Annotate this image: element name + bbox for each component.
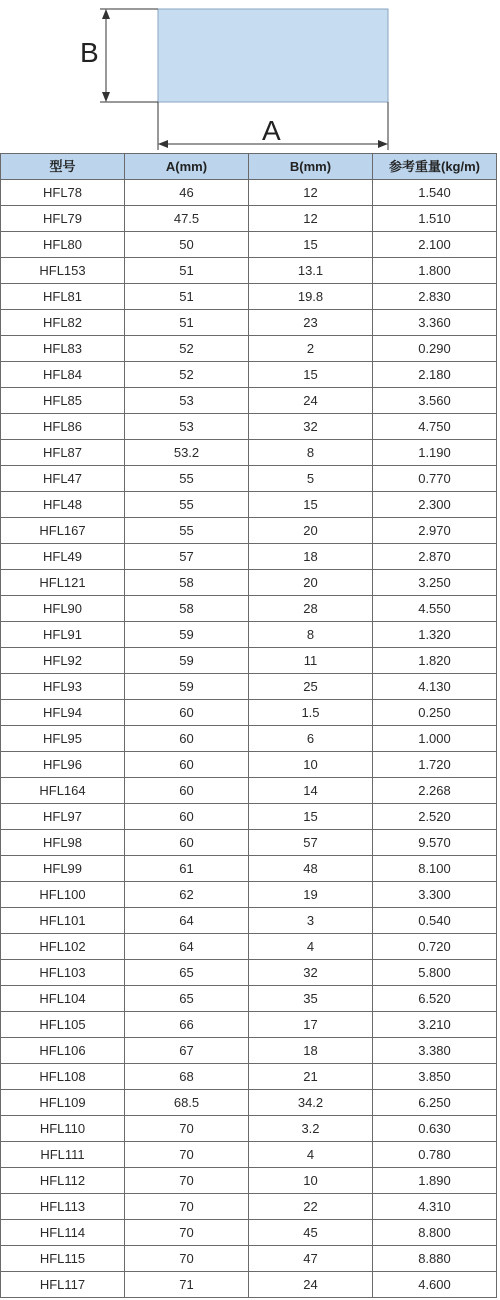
table-row xyxy=(1,180,497,206)
cell-b-mm: 23 xyxy=(249,310,373,336)
cell-b-mm: 17 xyxy=(249,1012,373,1038)
cell-a-mm: 51 xyxy=(125,258,249,284)
table-row xyxy=(1,960,497,986)
column-header-b: B(mm) xyxy=(249,154,373,180)
cell-a-mm: 46 xyxy=(125,180,249,206)
cell-model: HFL111 xyxy=(1,1142,125,1168)
cell-model: HFL84 xyxy=(1,362,125,388)
table-row xyxy=(1,518,497,544)
cell-model: HFL95 xyxy=(1,726,125,752)
cell-weight: 3.250 xyxy=(373,570,497,596)
cell-a-mm: 51 xyxy=(125,310,249,336)
table-row xyxy=(1,1116,497,1142)
table-row xyxy=(1,830,497,856)
cell-b-mm: 24 xyxy=(249,388,373,414)
cell-b-mm: 47 xyxy=(249,1246,373,1272)
cell-weight: 3.560 xyxy=(373,388,497,414)
cell-weight: 3.210 xyxy=(373,1012,497,1038)
cell-a-mm: 60 xyxy=(125,804,249,830)
cell-a-mm: 60 xyxy=(125,752,249,778)
cell-model: HFL81 xyxy=(1,284,125,310)
cell-a-mm: 70 xyxy=(125,1220,249,1246)
cell-a-mm: 66 xyxy=(125,1012,249,1038)
cell-b-mm: 32 xyxy=(249,414,373,440)
table-row xyxy=(1,700,497,726)
cell-a-mm: 51 xyxy=(125,284,249,310)
cell-weight: 3.380 xyxy=(373,1038,497,1064)
cell-a-mm: 52 xyxy=(125,362,249,388)
cell-b-mm: 34.2 xyxy=(249,1090,373,1116)
cell-a-mm: 70 xyxy=(125,1194,249,1220)
cell-model: HFL110 xyxy=(1,1116,125,1142)
table-row xyxy=(1,1246,497,1272)
table-row xyxy=(1,934,497,960)
cell-model: HFL108 xyxy=(1,1064,125,1090)
cell-weight: 0.780 xyxy=(373,1142,497,1168)
cell-weight: 8.800 xyxy=(373,1220,497,1246)
b-arrow-bottom xyxy=(102,92,110,102)
cell-b-mm: 18 xyxy=(249,1038,373,1064)
cell-b-mm: 21 xyxy=(249,1064,373,1090)
cell-model: HFL105 xyxy=(1,1012,125,1038)
cell-model: HFL102 xyxy=(1,934,125,960)
cell-weight: 1.000 xyxy=(373,726,497,752)
cell-weight: 0.720 xyxy=(373,934,497,960)
cell-b-mm: 12 xyxy=(249,206,373,232)
cell-weight: 0.540 xyxy=(373,908,497,934)
cell-model: HFL99 xyxy=(1,856,125,882)
cell-model: HFL86 xyxy=(1,414,125,440)
cell-b-mm: 20 xyxy=(249,570,373,596)
table-row xyxy=(1,726,497,752)
cell-b-mm: 35 xyxy=(249,986,373,1012)
cell-a-mm: 59 xyxy=(125,622,249,648)
cell-model: HFL92 xyxy=(1,648,125,674)
cell-weight: 2.300 xyxy=(373,492,497,518)
cell-b-mm: 25 xyxy=(249,674,373,700)
cell-b-mm: 15 xyxy=(249,804,373,830)
cell-a-mm: 60 xyxy=(125,778,249,804)
cell-weight: 1.800 xyxy=(373,258,497,284)
table-row xyxy=(1,1272,497,1298)
cell-model: HFL117 xyxy=(1,1272,125,1298)
cell-b-mm: 1.5 xyxy=(249,700,373,726)
cell-a-mm: 62 xyxy=(125,882,249,908)
cell-weight: 6.250 xyxy=(373,1090,497,1116)
cell-b-mm: 8 xyxy=(249,622,373,648)
cell-b-mm: 4 xyxy=(249,934,373,960)
cell-weight: 1.320 xyxy=(373,622,497,648)
table-row xyxy=(1,388,497,414)
cell-weight: 2.100 xyxy=(373,232,497,258)
cell-weight: 1.720 xyxy=(373,752,497,778)
cell-weight: 4.550 xyxy=(373,596,497,622)
cell-model: HFL109 xyxy=(1,1090,125,1116)
table-row xyxy=(1,310,497,336)
cell-b-mm: 11 xyxy=(249,648,373,674)
cell-weight: 0.770 xyxy=(373,466,497,492)
table-row xyxy=(1,986,497,1012)
cell-a-mm: 67 xyxy=(125,1038,249,1064)
cell-b-mm: 3.2 xyxy=(249,1116,373,1142)
table-row xyxy=(1,1142,497,1168)
cell-weight: 3.850 xyxy=(373,1064,497,1090)
cell-b-mm: 32 xyxy=(249,960,373,986)
table-row xyxy=(1,1038,497,1064)
cell-a-mm: 59 xyxy=(125,674,249,700)
cell-weight: 1.190 xyxy=(373,440,497,466)
cell-model: HFL78 xyxy=(1,180,125,206)
table-row xyxy=(1,804,497,830)
b-arrow-top xyxy=(102,9,110,19)
cell-a-mm: 70 xyxy=(125,1168,249,1194)
cell-model: HFL106 xyxy=(1,1038,125,1064)
cell-b-mm: 15 xyxy=(249,362,373,388)
cell-a-mm: 71 xyxy=(125,1272,249,1298)
table-row xyxy=(1,778,497,804)
cell-b-mm: 3 xyxy=(249,908,373,934)
cell-a-mm: 59 xyxy=(125,648,249,674)
cell-a-mm: 60 xyxy=(125,700,249,726)
profile-rectangle xyxy=(158,9,388,102)
table-row xyxy=(1,1220,497,1246)
cell-b-mm: 48 xyxy=(249,856,373,882)
cell-a-mm: 64 xyxy=(125,908,249,934)
column-header-a: A(mm) xyxy=(125,154,249,180)
cell-a-mm: 58 xyxy=(125,570,249,596)
table-row xyxy=(1,1168,497,1194)
cell-model: HFL93 xyxy=(1,674,125,700)
cell-b-mm: 13.1 xyxy=(249,258,373,284)
cell-weight: 4.310 xyxy=(373,1194,497,1220)
cell-b-mm: 8 xyxy=(249,440,373,466)
table-row xyxy=(1,908,497,934)
cell-b-mm: 22 xyxy=(249,1194,373,1220)
table-row xyxy=(1,882,497,908)
cell-model: HFL112 xyxy=(1,1168,125,1194)
cell-b-mm: 4 xyxy=(249,1142,373,1168)
table-row xyxy=(1,440,497,466)
cell-weight: 3.300 xyxy=(373,882,497,908)
cell-b-mm: 19 xyxy=(249,882,373,908)
cell-b-mm: 18 xyxy=(249,544,373,570)
cell-a-mm: 61 xyxy=(125,856,249,882)
cell-b-mm: 24 xyxy=(249,1272,373,1298)
cell-a-mm: 68.5 xyxy=(125,1090,249,1116)
cell-a-mm: 47.5 xyxy=(125,206,249,232)
cell-weight: 1.890 xyxy=(373,1168,497,1194)
table-row xyxy=(1,1194,497,1220)
table-row xyxy=(1,544,497,570)
cell-weight: 2.970 xyxy=(373,518,497,544)
cell-a-mm: 55 xyxy=(125,492,249,518)
cell-b-mm: 28 xyxy=(249,596,373,622)
cell-model: HFL104 xyxy=(1,986,125,1012)
cell-model: HFL164 xyxy=(1,778,125,804)
table-row xyxy=(1,596,497,622)
table-row xyxy=(1,622,497,648)
dimension-diagram xyxy=(0,0,500,153)
cell-b-mm: 12 xyxy=(249,180,373,206)
spec-table xyxy=(0,153,497,1298)
cell-model: HFL87 xyxy=(1,440,125,466)
table-row xyxy=(1,674,497,700)
cell-model: HFL90 xyxy=(1,596,125,622)
cell-weight: 4.130 xyxy=(373,674,497,700)
table-row xyxy=(1,492,497,518)
cell-weight: 8.100 xyxy=(373,856,497,882)
cell-b-mm: 10 xyxy=(249,752,373,778)
cell-a-mm: 55 xyxy=(125,518,249,544)
cell-model: HFL83 xyxy=(1,336,125,362)
dimension-drawing xyxy=(0,0,500,153)
column-header-model: 型号 xyxy=(1,154,125,180)
cell-weight: 4.750 xyxy=(373,414,497,440)
cell-a-mm: 65 xyxy=(125,960,249,986)
cell-weight: 0.630 xyxy=(373,1116,497,1142)
cell-weight: 0.250 xyxy=(373,700,497,726)
cell-a-mm: 57 xyxy=(125,544,249,570)
table-row xyxy=(1,414,497,440)
cell-a-mm: 53 xyxy=(125,414,249,440)
cell-b-mm: 57 xyxy=(249,830,373,856)
cell-weight: 3.360 xyxy=(373,310,497,336)
cell-b-mm: 14 xyxy=(249,778,373,804)
table-row xyxy=(1,284,497,310)
cell-weight: 8.880 xyxy=(373,1246,497,1272)
cell-model: HFL101 xyxy=(1,908,125,934)
cell-model: HFL49 xyxy=(1,544,125,570)
cell-weight: 0.290 xyxy=(373,336,497,362)
cell-model: HFL79 xyxy=(1,206,125,232)
cell-a-mm: 70 xyxy=(125,1116,249,1142)
cell-model: HFL47 xyxy=(1,466,125,492)
cell-a-mm: 70 xyxy=(125,1142,249,1168)
dimension-label-b: B xyxy=(80,37,99,68)
table-row xyxy=(1,752,497,778)
cell-a-mm: 70 xyxy=(125,1246,249,1272)
cell-model: HFL91 xyxy=(1,622,125,648)
cell-weight: 1.510 xyxy=(373,206,497,232)
cell-weight: 2.830 xyxy=(373,284,497,310)
cell-model: HFL153 xyxy=(1,258,125,284)
table-row xyxy=(1,856,497,882)
cell-a-mm: 53.2 xyxy=(125,440,249,466)
cell-model: HFL96 xyxy=(1,752,125,778)
cell-model: HFL113 xyxy=(1,1194,125,1220)
cell-a-mm: 60 xyxy=(125,726,249,752)
table-row xyxy=(1,570,497,596)
cell-weight: 4.600 xyxy=(373,1272,497,1298)
cell-model: HFL97 xyxy=(1,804,125,830)
table-row xyxy=(1,648,497,674)
dimension-label-a: A xyxy=(262,115,281,146)
cell-a-mm: 52 xyxy=(125,336,249,362)
cell-model: HFL48 xyxy=(1,492,125,518)
cell-model: HFL82 xyxy=(1,310,125,336)
cell-b-mm: 20 xyxy=(249,518,373,544)
table-row xyxy=(1,336,497,362)
cell-a-mm: 60 xyxy=(125,830,249,856)
table-body xyxy=(1,180,497,1298)
cell-b-mm: 15 xyxy=(249,492,373,518)
cell-a-mm: 50 xyxy=(125,232,249,258)
table-row xyxy=(1,1064,497,1090)
cell-model: HFL98 xyxy=(1,830,125,856)
cell-model: HFL94 xyxy=(1,700,125,726)
table-row xyxy=(1,362,497,388)
cell-model: HFL167 xyxy=(1,518,125,544)
cell-b-mm: 15 xyxy=(249,232,373,258)
table-row xyxy=(1,232,497,258)
table-row xyxy=(1,1012,497,1038)
cell-weight: 9.570 xyxy=(373,830,497,856)
cell-a-mm: 68 xyxy=(125,1064,249,1090)
cell-weight: 1.540 xyxy=(373,180,497,206)
cell-a-mm: 53 xyxy=(125,388,249,414)
cell-model: HFL100 xyxy=(1,882,125,908)
cell-a-mm: 55 xyxy=(125,466,249,492)
cell-a-mm: 58 xyxy=(125,596,249,622)
cell-b-mm: 10 xyxy=(249,1168,373,1194)
table-row xyxy=(1,1090,497,1116)
a-arrow-right xyxy=(378,140,388,148)
cell-weight: 1.820 xyxy=(373,648,497,674)
cell-b-mm: 19.8 xyxy=(249,284,373,310)
column-header-weight: 参考重量(kg/m) xyxy=(373,154,497,180)
cell-b-mm: 5 xyxy=(249,466,373,492)
cell-model: HFL121 xyxy=(1,570,125,596)
cell-model: HFL114 xyxy=(1,1220,125,1246)
cell-b-mm: 45 xyxy=(249,1220,373,1246)
cell-weight: 5.800 xyxy=(373,960,497,986)
cell-model: HFL85 xyxy=(1,388,125,414)
cell-model: HFL103 xyxy=(1,960,125,986)
cell-b-mm: 2 xyxy=(249,336,373,362)
table-header-row xyxy=(1,154,497,180)
table-row xyxy=(1,466,497,492)
cell-a-mm: 64 xyxy=(125,934,249,960)
cell-weight: 2.870 xyxy=(373,544,497,570)
cell-weight: 2.268 xyxy=(373,778,497,804)
cell-b-mm: 6 xyxy=(249,726,373,752)
cell-model: HFL115 xyxy=(1,1246,125,1272)
cell-a-mm: 65 xyxy=(125,986,249,1012)
cell-weight: 6.520 xyxy=(373,986,497,1012)
table-row xyxy=(1,206,497,232)
cell-model: HFL80 xyxy=(1,232,125,258)
cell-weight: 2.520 xyxy=(373,804,497,830)
table-row xyxy=(1,258,497,284)
cell-weight: 2.180 xyxy=(373,362,497,388)
a-arrow-left xyxy=(158,140,168,148)
